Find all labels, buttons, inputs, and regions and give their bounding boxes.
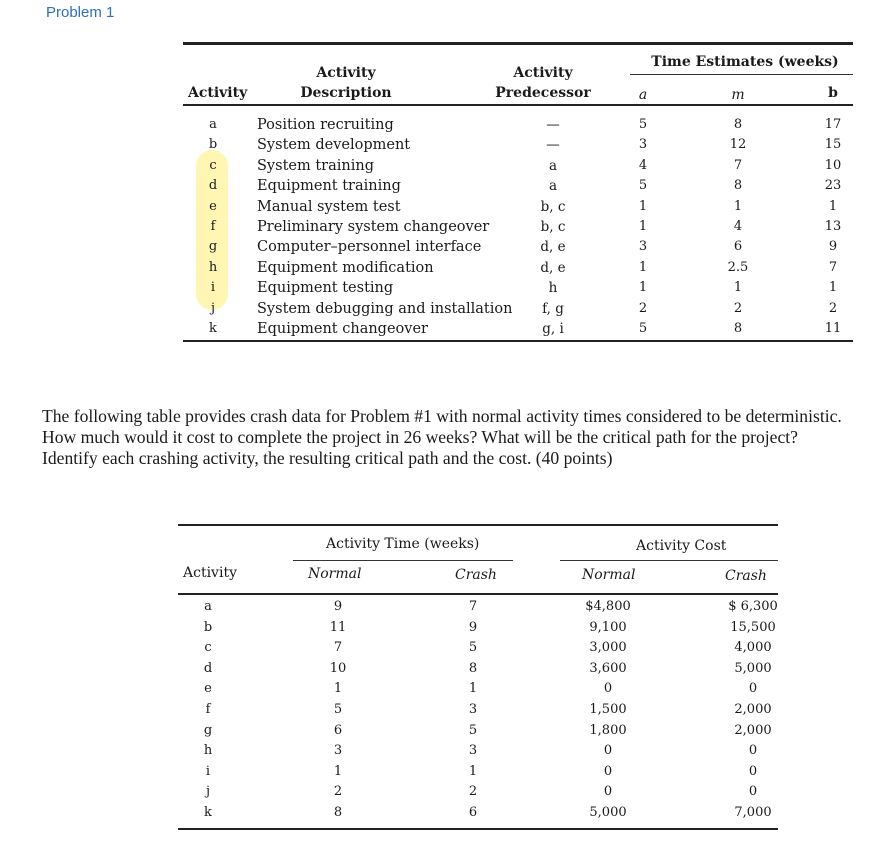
table-row — [178, 681, 778, 697]
cell-predecessor: d, e — [540, 259, 566, 276]
cell-crash-cost: 0 — [748, 763, 758, 779]
cell-a: 5 — [638, 117, 648, 132]
table-row — [178, 743, 778, 759]
table-row — [178, 702, 778, 718]
cell-predecessor: a — [548, 157, 558, 174]
cell-activity: i — [205, 763, 211, 779]
cell-activity: b — [208, 137, 218, 153]
cell-description: Equipment modification — [257, 259, 434, 276]
table-row — [183, 219, 853, 239]
table1-time-estimates-rule — [630, 74, 853, 75]
table-row — [178, 784, 778, 800]
cell-crash-cost: 0 — [748, 784, 758, 800]
cell-crash: 9 — [468, 619, 478, 635]
cell-m: 8 — [733, 117, 743, 132]
cell-activity: d — [208, 178, 218, 194]
cell-activity: j — [205, 784, 211, 800]
table2-time-rule — [293, 560, 513, 561]
cell-m: 4 — [733, 219, 743, 234]
table-row — [183, 137, 853, 157]
table-row — [178, 723, 778, 739]
table-row — [178, 640, 778, 656]
cell-crash-cost: $ 6,300 — [728, 599, 778, 614]
cell-a: 4 — [638, 157, 648, 173]
cell-normal-cost: 3,000 — [589, 640, 627, 656]
cell-predecessor: b, c — [540, 198, 566, 215]
cell-b: 13 — [824, 219, 842, 234]
cell-crash-cost: 0 — [748, 681, 758, 697]
cell-b: 10 — [824, 157, 842, 173]
cell-description: Manual system test — [257, 198, 401, 215]
cell-normal-cost: 1,800 — [589, 722, 627, 738]
cell-a: 1 — [638, 259, 648, 275]
cell-a: 1 — [638, 219, 648, 234]
cell-m: 8 — [733, 178, 743, 194]
table1-header-m: m — [731, 87, 745, 103]
table-row — [183, 158, 853, 178]
cell-activity: h — [208, 259, 218, 275]
problem-heading: Problem 1 — [46, 4, 115, 21]
cell-activity: d — [203, 660, 213, 676]
cell-m: 2.5 — [727, 259, 749, 275]
cell-predecessor: d, e — [540, 239, 566, 256]
table1-header-predecessor-line2: Predecessor — [495, 85, 591, 101]
table2-header-activity-cost: Activity Cost — [636, 538, 727, 554]
cell-crash: 8 — [468, 660, 478, 676]
cell-crash: 6 — [468, 805, 478, 820]
cell-m: 6 — [733, 239, 743, 255]
cell-m: 1 — [733, 198, 743, 214]
cell-a: 5 — [638, 178, 648, 194]
cell-activity: f — [210, 219, 216, 234]
cell-crash: 7 — [468, 599, 478, 614]
cell-normal: 5 — [333, 702, 343, 717]
cell-a: 3 — [638, 239, 648, 255]
cell-crash: 3 — [468, 702, 478, 717]
cell-crash-cost: 0 — [748, 743, 758, 759]
cell-normal: 2 — [333, 784, 343, 800]
table1-header-time-estimates: Time Estimates (weeks) — [651, 54, 839, 70]
cell-normal: 11 — [329, 619, 347, 635]
cell-b: 9 — [828, 239, 838, 255]
cell-crash-cost: 15,500 — [730, 619, 776, 635]
table-row — [183, 321, 853, 341]
cell-normal-cost: $4,800 — [585, 599, 631, 614]
cell-activity: k — [204, 805, 212, 820]
table1-header-b: b — [828, 85, 838, 101]
cell-crash: 3 — [468, 743, 478, 759]
cell-predecessor: b, c — [540, 219, 566, 235]
cell-predecessor: — — [546, 117, 560, 133]
cell-description: Equipment changeover — [257, 321, 428, 337]
cell-normal: 1 — [333, 763, 343, 779]
cell-a: 2 — [638, 300, 648, 316]
cell-activity: j — [210, 300, 216, 316]
cell-a: 1 — [638, 198, 648, 214]
cell-activity: f — [205, 702, 211, 717]
cell-crash-cost: 2,000 — [734, 722, 772, 738]
cell-predecessor: h — [548, 280, 558, 297]
cell-predecessor: — — [546, 137, 560, 154]
cell-normal: 3 — [333, 743, 343, 759]
table1-header-rule — [183, 104, 853, 106]
cell-b: 17 — [824, 117, 842, 132]
table1-header-a: a — [638, 87, 648, 103]
cell-a: 5 — [638, 321, 648, 336]
cell-normal-cost: 5,000 — [589, 805, 627, 820]
cell-crash-cost: 5,000 — [734, 660, 772, 676]
cell-crash: 2 — [468, 784, 478, 800]
cell-normal: 1 — [333, 681, 343, 697]
cell-activity: i — [210, 280, 216, 296]
table-row — [178, 620, 778, 636]
cell-normal-cost: 0 — [603, 763, 613, 779]
table1-header-description-line2: Description — [300, 85, 392, 101]
table-row — [178, 661, 778, 677]
cell-crash: 5 — [468, 722, 478, 738]
table-row — [183, 239, 853, 259]
cell-activity: g — [203, 722, 213, 738]
cell-normal-cost: 1,500 — [589, 702, 627, 717]
cell-normal: 9 — [333, 599, 343, 614]
cell-normal-cost: 0 — [603, 784, 613, 800]
cell-a: 3 — [638, 137, 648, 153]
cell-b: 7 — [828, 259, 838, 275]
cell-b: 23 — [824, 178, 842, 194]
cell-a: 1 — [638, 280, 648, 296]
cell-activity: e — [204, 681, 212, 697]
table1-header-activity: Activity — [188, 85, 248, 101]
table1-header-predecessor-line1: Activity — [513, 65, 573, 81]
table-row — [183, 301, 853, 321]
cell-m: 2 — [733, 300, 743, 316]
cell-normal-cost: 0 — [603, 743, 613, 759]
table-row — [178, 764, 778, 780]
cell-m: 7 — [733, 157, 743, 173]
cell-b: 1 — [828, 198, 838, 214]
cell-crash-cost: 7,000 — [734, 805, 772, 820]
table2-header-activity-time: Activity Time (weeks) — [326, 536, 480, 552]
table-row — [183, 199, 853, 219]
cell-activity: a — [204, 599, 212, 614]
cell-normal-cost: 3,600 — [589, 660, 627, 676]
cell-description: System development — [257, 137, 411, 154]
cell-b: 2 — [828, 300, 838, 316]
cell-crash: 1 — [468, 763, 478, 779]
cell-crash-cost: 4,000 — [734, 640, 772, 656]
cell-normal: 8 — [333, 805, 343, 820]
cell-normal-cost: 9,100 — [589, 619, 627, 635]
table-row — [183, 178, 853, 198]
table2-bottom-rule — [178, 828, 778, 830]
cell-activity: e — [209, 198, 217, 214]
table2-header-activity: Activity — [183, 565, 237, 581]
cell-m: 12 — [729, 137, 747, 153]
table-row — [183, 260, 853, 280]
cell-description: Preliminary system changeover — [257, 219, 490, 235]
cell-activity: c — [209, 157, 217, 173]
table2-header-normal: Normal — [308, 566, 362, 582]
cell-description: Position recruiting — [257, 117, 394, 133]
cell-activity: a — [209, 117, 217, 132]
cell-normal-cost: 0 — [603, 681, 613, 697]
cell-crash: 5 — [468, 640, 478, 656]
table1-top-rule — [183, 42, 853, 45]
cell-description: Equipment training — [257, 178, 401, 195]
problem-statement: The following table provides crash data for Problem #1 with normal activity times considered to be deterministic. How much would it cost to complete the project in 26 weeks? What will be the critical path for the project? Identify each crashing activity, the resulting critical path and the cost. (40 points) — [42, 406, 842, 468]
table2-header-crash: Crash — [455, 567, 497, 583]
cell-activity: k — [209, 321, 217, 336]
cell-normal: 10 — [329, 660, 347, 676]
cell-description: Computer–personnel interface — [257, 239, 482, 256]
table2-cost-rule — [560, 560, 778, 561]
table-row — [178, 599, 778, 615]
table-row — [183, 280, 853, 300]
cell-predecessor: g, i — [542, 321, 564, 337]
cell-activity: b — [203, 619, 213, 635]
table2-header-normal-cost: Normal — [582, 567, 636, 583]
table2-header-rule — [178, 593, 778, 595]
cell-b: 1 — [828, 280, 838, 296]
cell-m: 1 — [733, 280, 743, 296]
table1-header-description-line1: Activity — [316, 65, 376, 81]
cell-normal: 6 — [333, 722, 343, 738]
table-row — [183, 117, 853, 137]
cell-activity: g — [208, 239, 218, 255]
cell-activity: h — [203, 743, 213, 759]
cell-activity: c — [204, 640, 212, 656]
table-row — [178, 805, 778, 821]
cell-m: 8 — [733, 321, 743, 336]
cell-description: System training — [257, 157, 374, 174]
cell-description: Equipment testing — [257, 280, 394, 297]
cell-predecessor: f, g — [542, 300, 564, 317]
cell-description: System debugging and installation — [257, 300, 513, 317]
cell-b: 15 — [824, 137, 842, 153]
cell-predecessor: a — [548, 178, 558, 195]
cell-b: 11 — [824, 321, 842, 336]
table2-top-rule — [178, 524, 778, 526]
cell-crash: 1 — [468, 681, 478, 697]
cell-normal: 7 — [333, 640, 343, 656]
cell-crash-cost: 2,000 — [734, 702, 772, 717]
table2-header-crash-cost: Crash — [725, 568, 767, 584]
